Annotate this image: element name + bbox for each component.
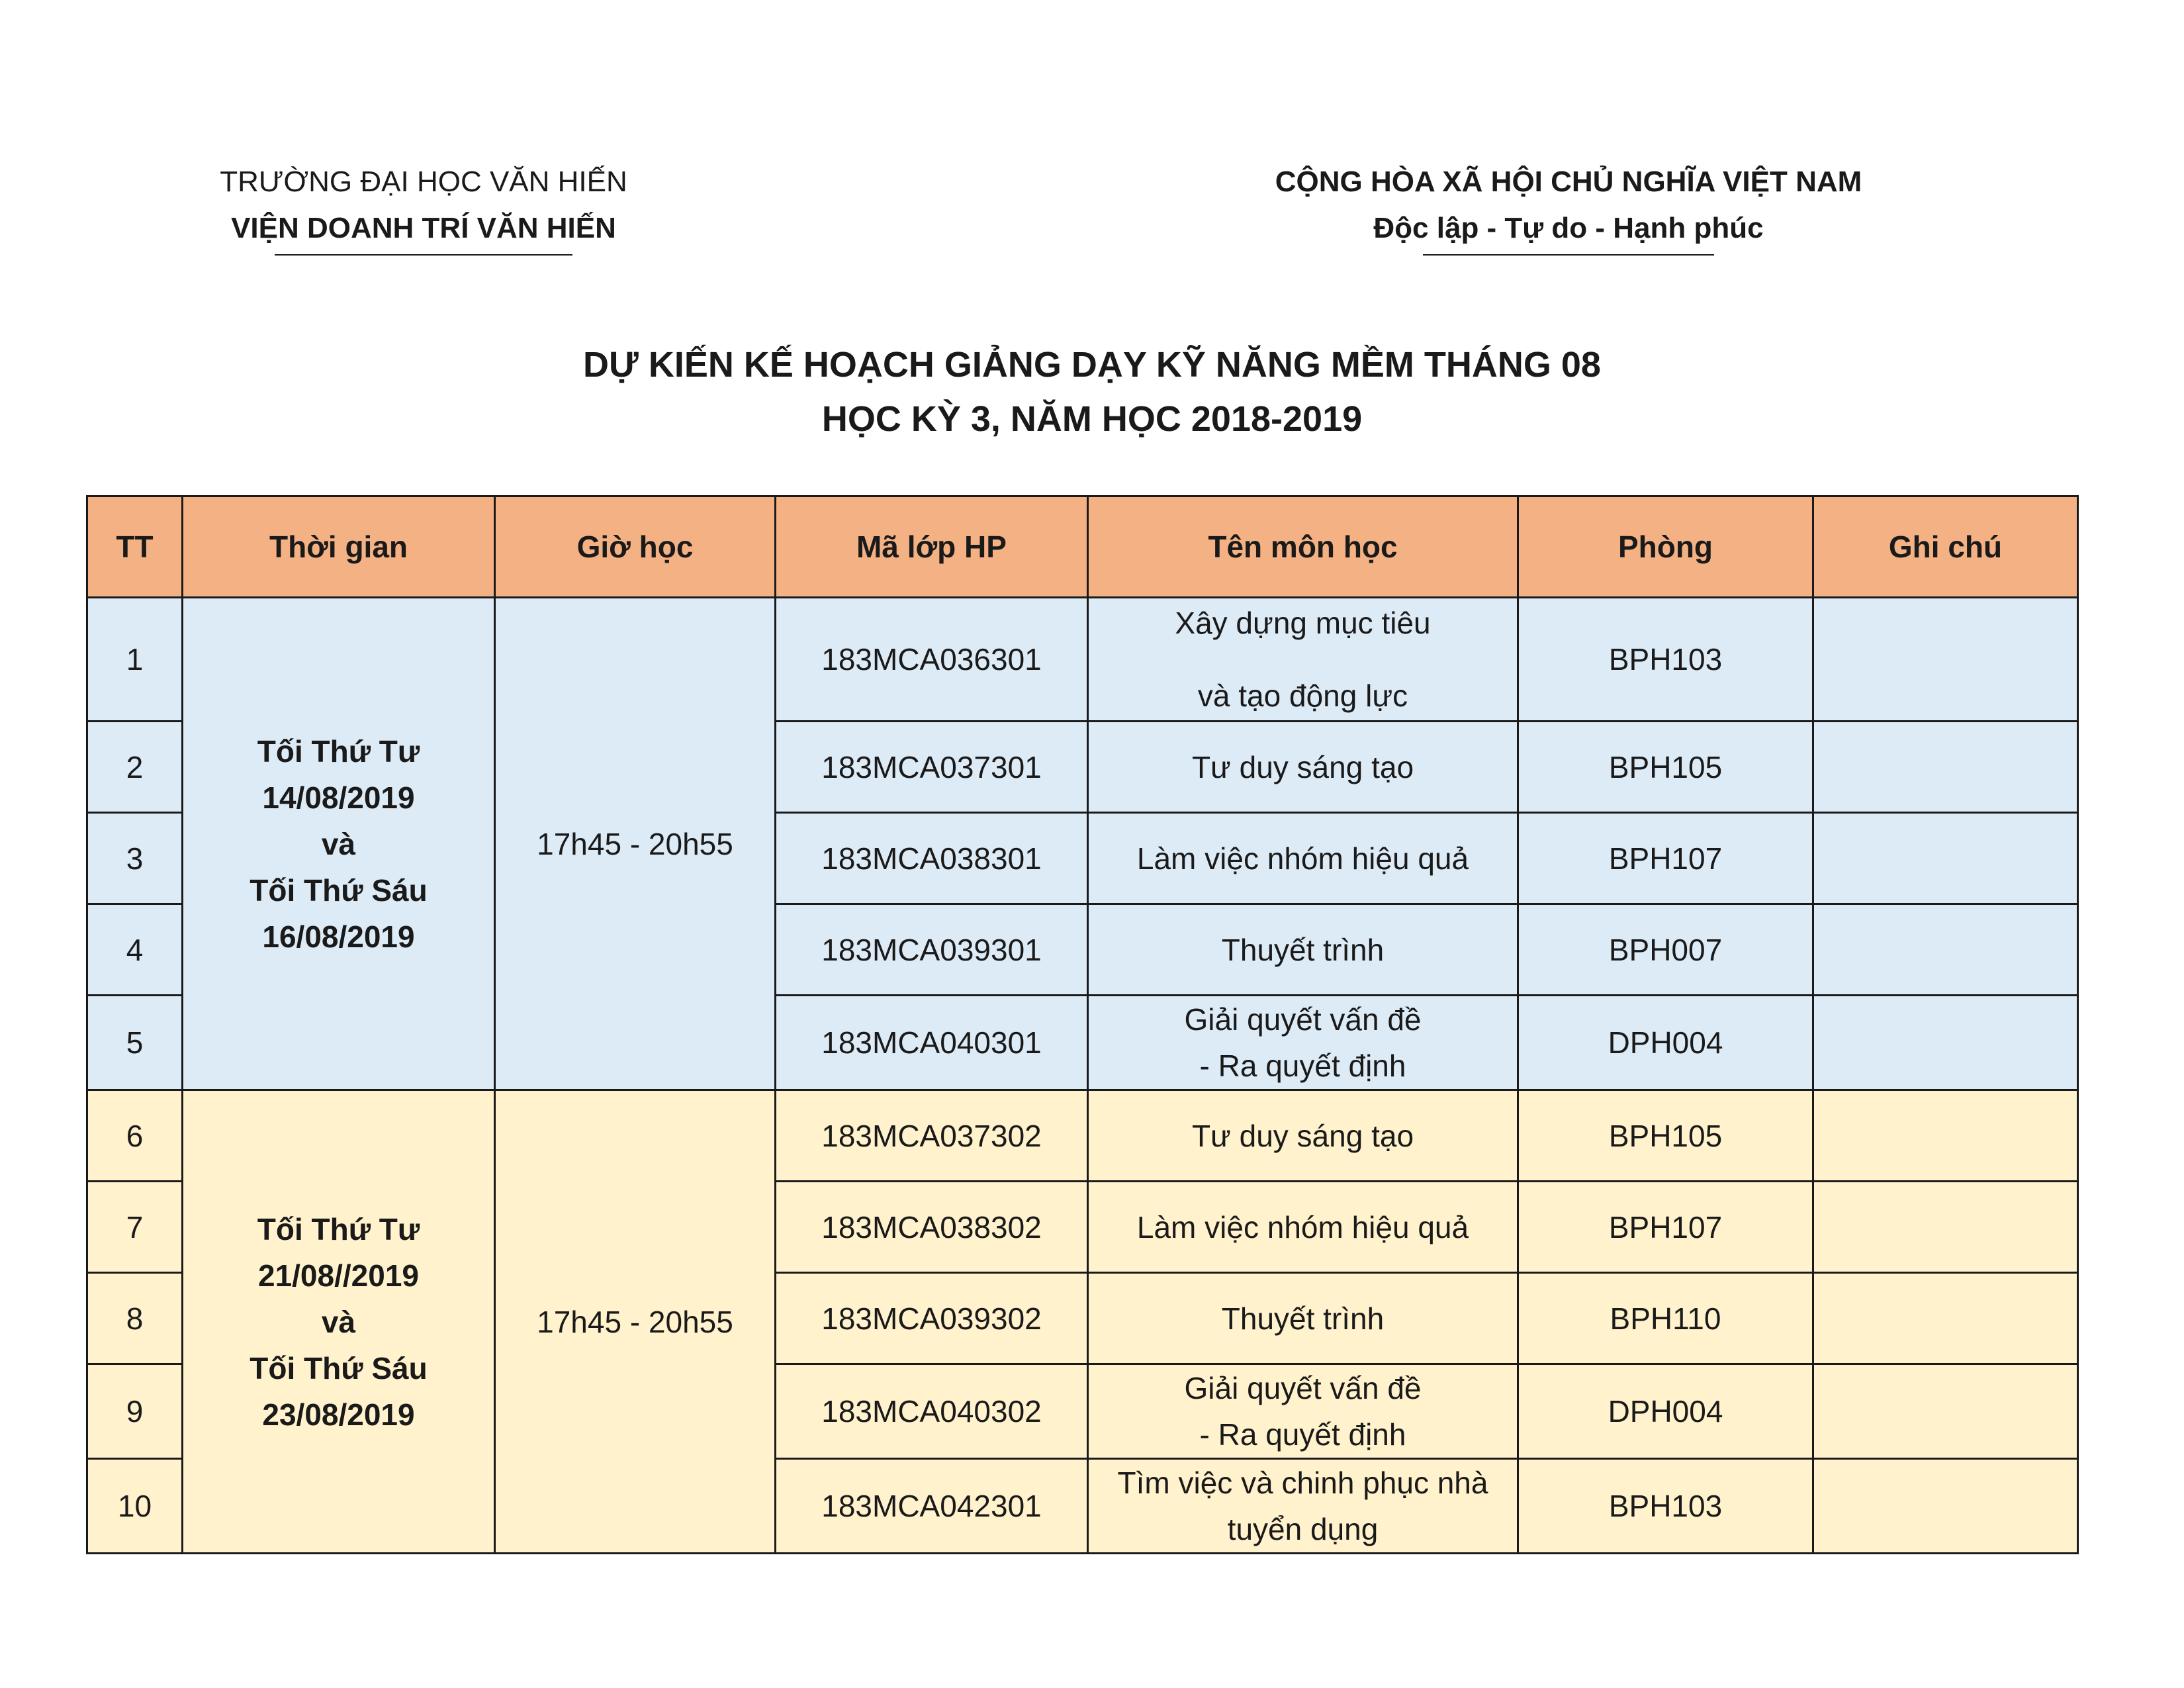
note — [1813, 598, 2078, 722]
subject-name-line: Xây dựng mục tiêu — [1175, 606, 1431, 640]
class-code: 183MCA039301 — [776, 904, 1088, 996]
table-row — [87, 598, 2078, 722]
national-header — [1125, 159, 2012, 256]
row-number: 2 — [87, 722, 183, 813]
subject-name — [1088, 996, 1518, 1090]
subject-name-line: Làm việc nhóm hiệu quả — [1136, 1209, 1469, 1244]
session-date-line: Tối Thứ Tư — [257, 1211, 420, 1246]
session-date-line: và — [321, 826, 356, 861]
class-code: 183MCA038302 — [776, 1182, 1088, 1273]
subject-name-line: và tạo động lực — [1197, 679, 1408, 713]
subject-name-line: Thuyết trình — [1221, 1301, 1385, 1336]
col-subject-header: Tên môn học — [1088, 496, 1518, 598]
class-code: 183MCA037301 — [776, 722, 1088, 813]
row-number: 1 — [87, 598, 183, 722]
room: BPH105 — [1518, 722, 1813, 813]
class-code: 183MCA038301 — [776, 813, 1088, 904]
col-tt-header: TT — [87, 496, 183, 598]
note — [1813, 1364, 2078, 1459]
subject-name-line: Giải quyết vấn đề — [1184, 1371, 1422, 1405]
institute-name: VIỆN DOANH TRÍ VĂN HIẾN — [231, 212, 616, 244]
subject-name — [1088, 904, 1518, 996]
schedule-table — [86, 495, 2079, 1554]
university-name: TRƯỜNG ĐẠI HỌC VĂN HIẾN — [220, 165, 627, 198]
note — [1813, 1459, 2078, 1554]
room: BPH103 — [1518, 1459, 1813, 1554]
room: BPH105 — [1518, 1090, 1813, 1182]
note — [1813, 1090, 2078, 1182]
subject-name — [1088, 1273, 1518, 1364]
class-code: 183MCA039302 — [776, 1273, 1088, 1364]
subject-name — [1088, 813, 1518, 904]
session-date-line: 16/08/2019 — [262, 919, 415, 954]
room: BPH007 — [1518, 904, 1813, 996]
table-row — [87, 1090, 2078, 1182]
table-header-row — [87, 496, 2078, 598]
subject-name-line: - Ra quyết định — [1199, 1417, 1406, 1452]
note — [1813, 904, 2078, 996]
session-dates — [183, 598, 495, 1090]
session-date-line: Tối Thứ Sáu — [250, 1350, 428, 1385]
room: DPH004 — [1518, 996, 1813, 1090]
row-number: 8 — [87, 1273, 183, 1364]
col-note-header: Ghi chú — [1813, 496, 2078, 598]
row-number: 6 — [87, 1090, 183, 1182]
title-line-1: DỰ KIẾN KẾ HOẠCH GIẢNG DẠY KỸ NĂNG MỀM THÁNG 08 — [583, 345, 1601, 385]
subject-name — [1088, 722, 1518, 813]
session-hours: 17h45 - 20h55 — [495, 1090, 776, 1554]
subject-name-line: - Ra quyết định — [1199, 1049, 1406, 1083]
subject-name — [1088, 1182, 1518, 1273]
col-class-code-header: Mã lớp HP — [776, 496, 1088, 598]
subject-name-line: Thuyết trình — [1221, 932, 1385, 967]
institute-underline — [275, 254, 572, 256]
class-code: 183MCA040301 — [776, 996, 1088, 1090]
note — [1813, 996, 2078, 1090]
col-hours-header: Giờ học — [495, 496, 776, 598]
row-number: 10 — [87, 1459, 183, 1554]
session-date-line: và — [321, 1304, 356, 1339]
room: BPH107 — [1518, 813, 1813, 904]
title-line-2: HỌC KỲ 3, NĂM HỌC 2018-2019 — [821, 399, 1363, 439]
subject-name — [1088, 1459, 1518, 1554]
motto-underline — [1423, 254, 1714, 256]
session-dates — [183, 1090, 495, 1554]
row-number: 7 — [87, 1182, 183, 1273]
subject-name-line: tuyển dụng — [1227, 1512, 1379, 1546]
class-code: 183MCA040302 — [776, 1364, 1088, 1459]
subject-name-line: Giải quyết vấn đề — [1184, 1002, 1422, 1037]
session-date-line: 23/08/2019 — [262, 1397, 415, 1432]
col-room-header: Phòng — [1518, 496, 1813, 598]
session-date-line: Tối Thứ Sáu — [250, 872, 428, 908]
subject-name-line: Tư duy sáng tạo — [1191, 1118, 1414, 1153]
note — [1813, 1182, 2078, 1273]
national-motto: Độc lập - Tự do - Hạnh phúc — [1373, 212, 1764, 244]
subject-name-line: Tư duy sáng tạo — [1191, 749, 1414, 784]
subject-name-line: Tìm việc và chinh phục nhà — [1117, 1466, 1488, 1500]
room: BPH107 — [1518, 1182, 1813, 1273]
institution-header — [159, 159, 688, 256]
note — [1813, 813, 2078, 904]
row-number: 3 — [87, 813, 183, 904]
class-code: 183MCA036301 — [776, 598, 1088, 722]
row-number: 4 — [87, 904, 183, 996]
row-number: 5 — [87, 996, 183, 1090]
national-title: CỘNG HÒA XÃ HỘI CHỦ NGHĨA VIỆT NAM — [1275, 165, 1862, 198]
class-code: 183MCA042301 — [776, 1459, 1088, 1554]
row-number: 9 — [87, 1364, 183, 1459]
note — [1813, 1273, 2078, 1364]
class-code: 183MCA037302 — [776, 1090, 1088, 1182]
note — [1813, 722, 2078, 813]
subject-name-line: Làm việc nhóm hiệu quả — [1136, 841, 1469, 876]
session-date-line: 14/08/2019 — [262, 780, 415, 815]
subject-name — [1088, 1090, 1518, 1182]
document-title — [0, 338, 2184, 446]
col-time-header: Thời gian — [183, 496, 495, 598]
session-date-line: 21/08//2019 — [257, 1258, 419, 1293]
room: DPH004 — [1518, 1364, 1813, 1459]
room: BPH110 — [1518, 1273, 1813, 1364]
session-hours: 17h45 - 20h55 — [495, 598, 776, 1090]
room: BPH103 — [1518, 598, 1813, 722]
session-date-line: Tối Thứ Tư — [257, 733, 420, 769]
subject-name — [1088, 1364, 1518, 1459]
subject-name — [1088, 598, 1518, 722]
